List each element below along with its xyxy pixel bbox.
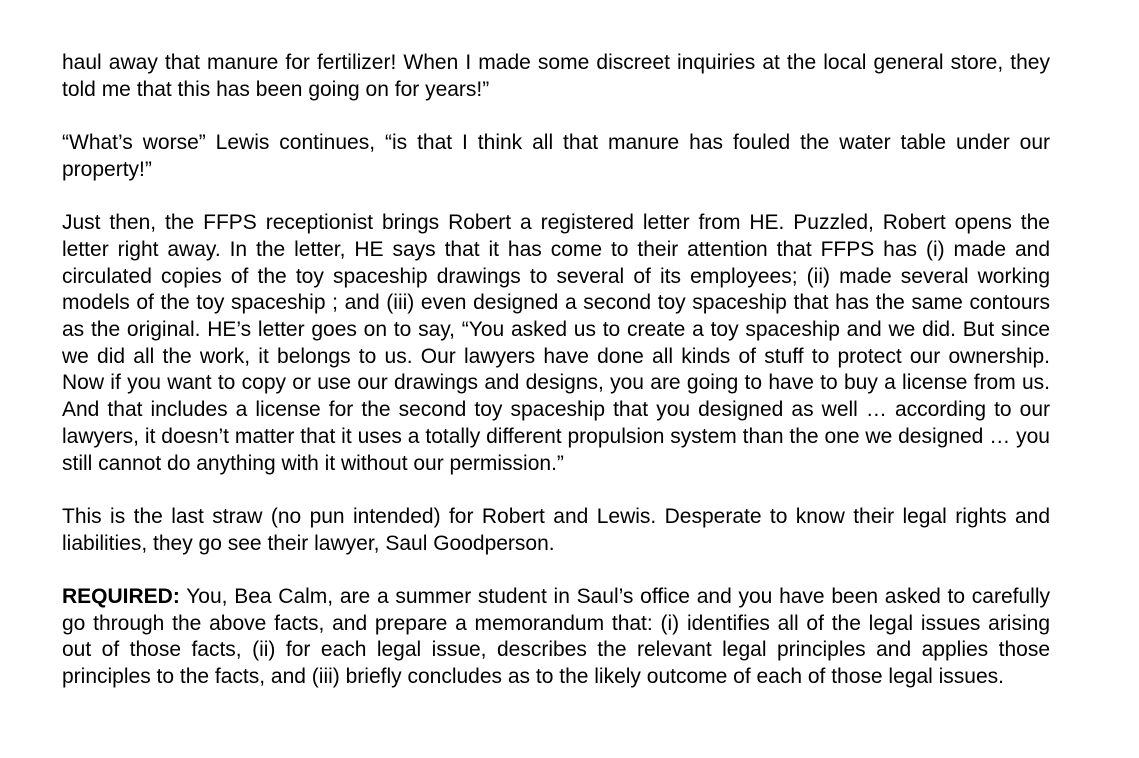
document-page <box>62 50 1050 691</box>
paragraph-required <box>62 584 1050 691</box>
required-text: You, Bea Calm, are a summer student in Saul’s office and you have been asked to carefully go through the above facts, and prepare a memorandum that: (i) identifies all of the legal issues arising out of those facts, (ii) for each legal issue, describes the relevant legal principles and applies those principles to the facts, and (iii) briefly concludes as to the likely outcome of each of those legal issues. <box>62 585 1050 689</box>
paragraph-water-table: “What’s worse” Lewis continues, “is that I think all that manure has fouled the water table under our property!” <box>62 131 1050 181</box>
paragraph-registered-letter: Just then, the FFPS receptionist brings Robert a registered letter from HE. Puzzled, Robert opens the letter right away. In the letter, HE says that it has come to their attention that FFPS has (i) made and circulated copies of the toy spaceship drawings to several of its employees; (ii) made several working models of the toy spaceship ; and (iii) even designed a second toy spaceship that has the same contours as the original. HE’s letter goes on to say, “You asked us to create a toy spaceship and we did. But since we did all the work, it belongs to us. Our lawyers have done all kinds of stuff to protect our ownership. Now if you want to copy or use our drawings and designs, you are going to have to buy a license from us. And that includes a license for the second toy spaceship that you designed as well … according to our lawyers, it doesn’t matter that it uses a totally different propulsion system than the one we designed … you still cannot do anything with it without our permission.” <box>62 211 1050 475</box>
paragraph-last-straw: This is the last straw (no pun intended) for Robert and Lewis. Desperate to know their legal rights and liabilities, they go see their lawyer, Saul Goodperson. <box>62 504 1050 555</box>
required-label: REQUIRED: <box>62 585 180 608</box>
paragraph-manure-fertilizer: haul away that manure for fertilizer! When I made some discreet inquiries at the local general store, they told me that this has been going on for years!” <box>62 51 1050 101</box>
